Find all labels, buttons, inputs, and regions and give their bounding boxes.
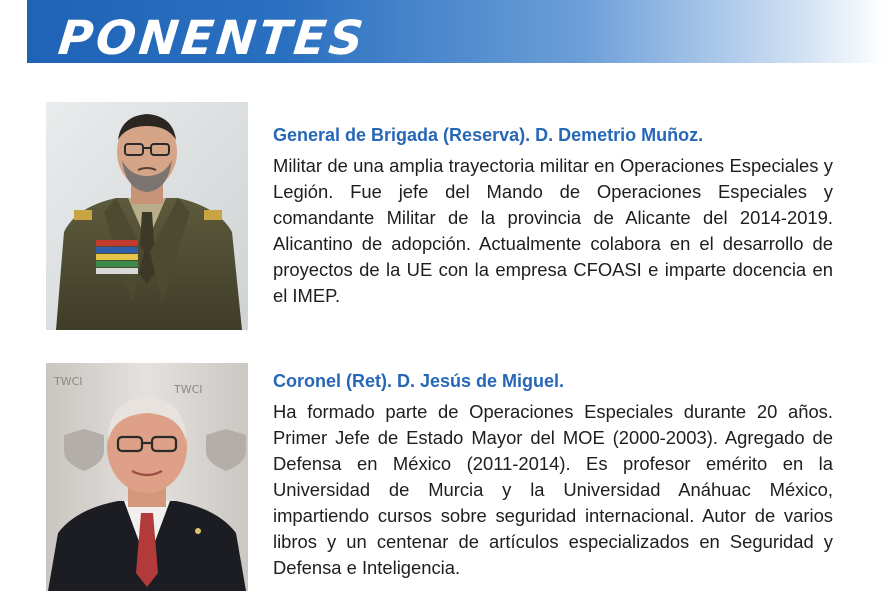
speaker-name: General de Brigada (Reserva). D. Demetrio Muñoz.	[273, 125, 704, 145]
speaker-photo	[46, 102, 248, 330]
speaker-card	[0, 102, 884, 332]
speaker-bio: Ha formado parte de Operaciones Especiales durante 20 años. Primer Jefe de Estado Mayor del MOE (2000-2003). Agregado de Defensa en México (2011-2014). Es profesor emérito en la Universidad de Murcia y la Universidad Anáhuac México, impartiendo cursos sobre seguridad internacional. Autor de varios libros y un centenar de artículos especializados en Seguridad y Defensa e Inteligencia.	[273, 401, 833, 578]
speaker-card	[0, 363, 884, 593]
backdrop-text: TWCI	[54, 375, 83, 388]
speaker-bio: Militar de una amplia trayectoria militar en Operaciones Especiales y Legión. Fue jefe del Mando de Operaciones Especiales y comandante Militar de la provincia de Alicante del 2014-2019. Alicantino de adopción. Actualmente colabora en el desarrollo de proyectos de la UE con la empresa CFOASI e imparte docencia en el IMEP.	[273, 155, 833, 306]
page-title: PONENTES	[55, 11, 369, 66]
speaker-photo	[46, 363, 248, 591]
speaker-name: Coronel (Ret). D. Jesús de Miguel.	[273, 371, 565, 391]
backdrop-text: TWCI	[174, 383, 203, 396]
